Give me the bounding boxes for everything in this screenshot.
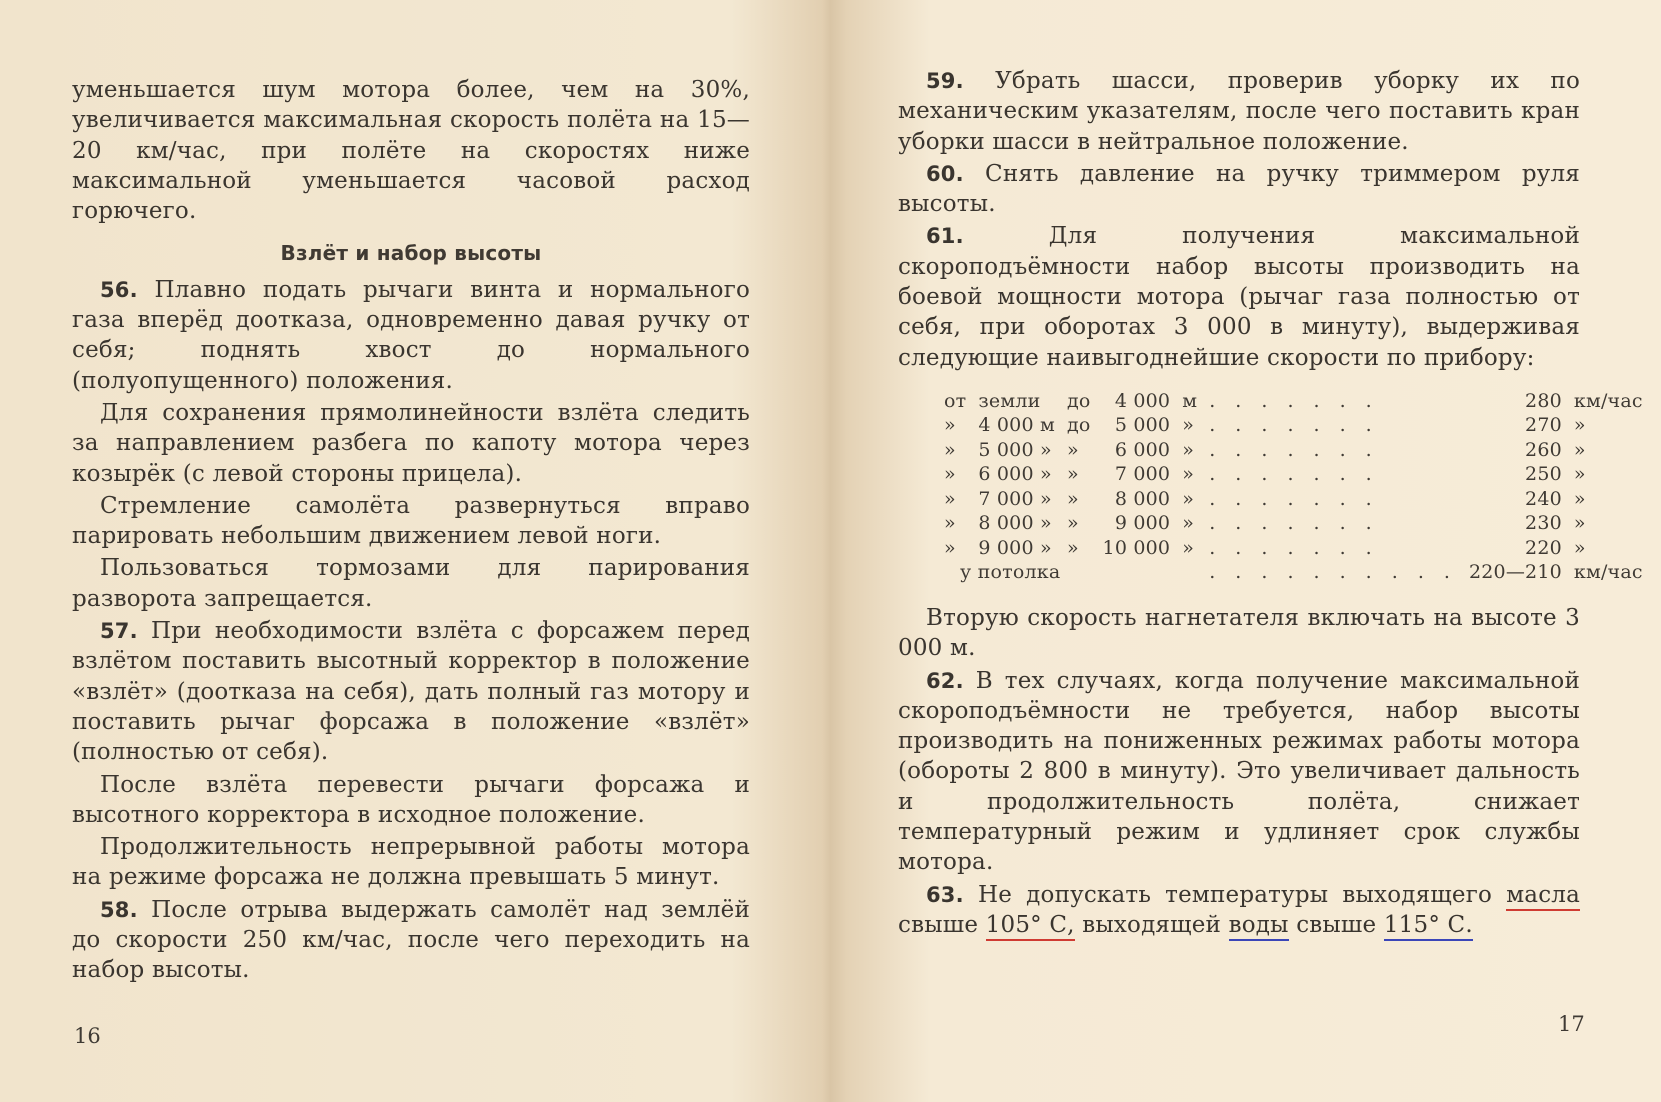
- speed-unit: »: [1573, 536, 1586, 559]
- page-number: 17: [1558, 1012, 1585, 1036]
- range-to: 9 000: [1114, 512, 1171, 535]
- range-to: 8 000: [1114, 487, 1171, 510]
- paragraph-text: Не допускать температуры выходящего: [977, 881, 1493, 908]
- underlined-oil: масла: [1506, 882, 1580, 911]
- item-number: 59.: [926, 69, 964, 93]
- range-from: 9 000 »: [978, 536, 1052, 559]
- speed-unit: »: [1573, 463, 1586, 486]
- range-to-word: до: [1066, 389, 1091, 412]
- ceiling-value: 220—210: [1468, 561, 1562, 584]
- paragraph-61b: Вторую скорость нагнетателя включать на высоте 3 000 м.: [898, 604, 1580, 662]
- item-number: 57.: [100, 619, 138, 644]
- item-number: 63.: [926, 882, 964, 907]
- range-prefix: »: [944, 487, 956, 510]
- left-page-text: [72, 75, 750, 986]
- range-unit: »: [1182, 463, 1195, 486]
- speed-unit: »: [1573, 487, 1586, 510]
- range-from: земли: [978, 389, 1041, 412]
- range-to: 6 000: [1114, 438, 1171, 461]
- range-from: 8 000 »: [978, 512, 1052, 535]
- speed-value: 280: [1525, 389, 1562, 412]
- paragraph-text: свыше: [1296, 911, 1377, 938]
- right-page: [830, 0, 1661, 1102]
- speed-value: 220: [1525, 536, 1562, 559]
- underlined-water-temp: 115° С.: [1384, 912, 1473, 941]
- range-prefix: »: [944, 463, 956, 486]
- range-from: 6 000 »: [978, 463, 1052, 486]
- paragraph-63: [898, 880, 1580, 941]
- climb-speed-row: [938, 438, 1649, 463]
- paragraph-57b: После взлёта перевести рычаги форсажа и высотного корректора в исходное положение.: [72, 771, 750, 828]
- range-unit: »: [1182, 536, 1195, 559]
- section-heading: Взлёт и набор высоты: [280, 241, 542, 266]
- left-page: [0, 0, 830, 1102]
- range-prefix: »: [944, 414, 956, 437]
- paragraph-62: [898, 666, 1580, 878]
- ceiling-unit: км/час: [1573, 561, 1643, 584]
- speed-value: 250: [1525, 463, 1562, 486]
- speed-value: 270: [1525, 414, 1562, 437]
- climb-speed-row: [938, 511, 1649, 536]
- range-to-word: »: [1066, 536, 1079, 559]
- climb-speed-row: [938, 487, 1649, 512]
- underlined-oil-temp: 105° С,: [986, 912, 1075, 941]
- range-to-word: »: [1066, 512, 1079, 535]
- climb-speed-table: [938, 389, 1649, 585]
- speed-unit: »: [1573, 438, 1586, 461]
- paragraph-56d: Пользоваться тормозами для парирования разворота запрещается.: [72, 555, 750, 612]
- paragraph-59: [898, 66, 1580, 157]
- paragraph-56b: Для сохранения прямолинейности взлёта следить за направлением разбега по капоту мотора через козырёк (с левой стороны прицела).: [72, 399, 750, 487]
- paragraph-text: свыше: [898, 911, 979, 938]
- paragraph-text: Плавно подать рычаги винта и нормального газа вперёд доотказа, одновременно давая ручку от себя; поднять хвост до нормального (полуопущенного) положения.: [72, 276, 750, 394]
- range-from: 5 000 »: [978, 438, 1052, 461]
- paragraph-56c: Стремление самолёта развернуться вправо парировать небольшим движением левой ноги.: [72, 492, 750, 550]
- climb-speed-row: [938, 389, 1649, 414]
- speed-value: 230: [1525, 512, 1562, 535]
- range-to: 5 000: [1114, 414, 1171, 437]
- climb-speed-row: [938, 462, 1649, 487]
- item-number: 61.: [926, 224, 964, 249]
- range-prefix: от: [944, 389, 967, 412]
- leader-dots: . . . . . . .: [1209, 512, 1379, 535]
- right-page-text: [898, 66, 1643, 940]
- speed-unit: км/час: [1573, 389, 1643, 412]
- leader-dots: . . . . . . .: [1209, 389, 1379, 412]
- paragraph-58: [72, 895, 750, 986]
- item-number: 58.: [100, 897, 138, 922]
- range-to-word: »: [1066, 463, 1079, 486]
- range-prefix: »: [944, 438, 956, 461]
- range-to: 7 000: [1114, 463, 1171, 486]
- ceiling-row: [938, 560, 1649, 585]
- ceiling-section: [938, 560, 1649, 585]
- page-number: 16: [74, 1024, 101, 1048]
- paragraph-text: После отрыва выдержать самолёт над землёй до скорости 250 км/час, после чего переходить на набор высоты.: [72, 896, 750, 984]
- range-from: 7 000 »: [978, 487, 1052, 510]
- leader-dots: . . . . . . .: [1209, 414, 1379, 437]
- climb-speed-row: [938, 413, 1649, 438]
- range-prefix: »: [944, 536, 956, 559]
- item-number: 60.: [926, 161, 964, 186]
- speed-value: 260: [1525, 438, 1562, 461]
- leader-dots: . . . . . . .: [1209, 536, 1379, 559]
- paragraph-text: При необходимости взлёта с форсажем перед взлётом поставить высотный корректор в положение «взлёт» (доотказа на себя), дать полный газ мотору и поставить рычаг форсажа в положение «взлёт» (полностью от себя).: [72, 618, 751, 766]
- range-unit: »: [1182, 487, 1195, 510]
- paragraph-text: Для получения максимальной скороподъёмности набор высоты производить на боевой мощности мотора (рычаг газа полностью от себя, при оборотах 3 000 в минуту), выдерживая следующие наивыгоднейшие скорости по прибору:: [898, 223, 1580, 371]
- climb-speed-row: [938, 536, 1649, 561]
- range-to: 4 000: [1114, 389, 1171, 412]
- paragraph-text: В тех случаях, когда получение максимальной скороподъёмности не требуется, набор высоты производить на пониженных режимах работы мотора (обороты 2 800 в минуту). Это увеличивает дальность и продолжительность полёта, снижает температурный режим и удлиняет срок службы мотора.: [898, 667, 1580, 876]
- paragraph-text: Снять давление на ручку триммером руля высоты.: [898, 160, 1580, 218]
- speed-unit: »: [1573, 414, 1586, 437]
- paragraph-text: выходящей: [1082, 911, 1222, 938]
- range-unit: »: [1182, 512, 1195, 535]
- paragraph-intro: уменьшается шум мотора более, чем на 30%, увеличивается максимальная скорость полёта на 15—20 км/час, при полёте на скоростях ниже максимальной уменьшается часовой расход горючего.: [72, 77, 750, 225]
- range-to: 10 000: [1102, 536, 1171, 559]
- paragraph-56: [72, 275, 750, 396]
- underlined-water: воды: [1229, 912, 1289, 941]
- paragraph-text: Убрать шасси, проверив уборку их по механическим указателям, после чего поставить кран уборки шасси в нейтральное положение.: [898, 68, 1580, 155]
- range-unit: »: [1182, 414, 1195, 437]
- leader-dots: . . . . . . .: [1209, 438, 1379, 461]
- item-number: 62.: [926, 668, 964, 693]
- leader-dots: . . . . . . .: [1209, 463, 1379, 486]
- range-to-word: »: [1066, 487, 1079, 510]
- range-prefix: »: [944, 512, 956, 535]
- range-unit: »: [1182, 438, 1195, 461]
- speed-unit: »: [1573, 512, 1586, 535]
- climb-speed-rows: [938, 389, 1649, 561]
- paragraph-57c: Продолжительность непрерывной работы мотора на режиме форсажа не должна превышать 5 минут.: [72, 834, 750, 891]
- range-to-word: »: [1066, 438, 1079, 461]
- range-unit: м: [1182, 389, 1198, 412]
- paragraph-60: [898, 159, 1580, 220]
- item-number: 56.: [100, 277, 138, 302]
- ceiling-label: у потолка: [960, 561, 1061, 584]
- leader-dots: . . . . . . .: [1209, 487, 1379, 510]
- range-from: 4 000 м: [978, 414, 1055, 437]
- paragraph-57: [72, 616, 750, 767]
- ceiling-dots: . . . . . . . . . .: [1209, 561, 1457, 584]
- paragraph-61: [898, 221, 1580, 372]
- speed-value: 240: [1525, 487, 1562, 510]
- range-to-word: до: [1066, 414, 1091, 437]
